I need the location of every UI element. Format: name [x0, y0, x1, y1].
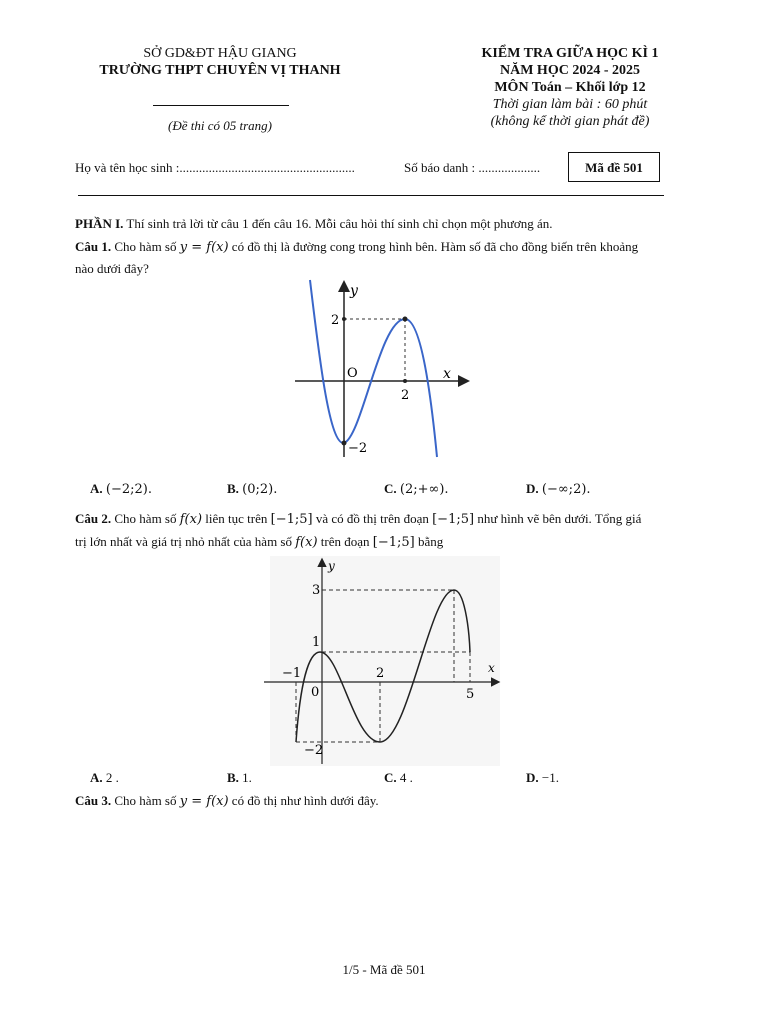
y-axis-label: y	[328, 559, 335, 573]
option-value: (−∞;2).	[541, 482, 591, 497]
q2-interval: [−1;5]	[372, 535, 415, 550]
tick-xm1: −1	[282, 666, 302, 681]
option-key: B.	[227, 481, 239, 496]
school-name: TRƯỜNG THPT CHUYÊN VỊ THANH	[99, 63, 341, 78]
q1-option-a[interactable]	[90, 481, 152, 497]
y-axis-label: y	[350, 283, 358, 299]
q2-text-part: như hình vẽ bên dưới. Tổng giá	[474, 511, 642, 526]
part-instruction-text: Thí sinh trả lời từ câu 1 đến câu 16. Mỗi câu hỏi thí sinh chỉ chọn một phương án.	[123, 216, 553, 231]
option-value: (−2;2).	[105, 482, 152, 497]
q2-text-part: Cho hàm số	[111, 511, 180, 526]
school-header	[60, 45, 380, 79]
option-key: B.	[227, 770, 239, 785]
min-point	[342, 441, 347, 446]
duration: Thời gian làm bài : 60 phút	[492, 97, 648, 112]
y-tick-max: 2	[331, 313, 340, 328]
q2-option-b[interactable]	[227, 770, 252, 786]
exam-title: KIỂM TRA GIỮA HỌC KÌ 1	[481, 46, 659, 61]
origin-label: O	[347, 366, 358, 381]
q1-option-d[interactable]	[526, 481, 591, 497]
exam-header	[420, 45, 720, 130]
q3-function: y = f(x)	[179, 794, 229, 809]
q3-text-part: Cho hàm số	[111, 793, 180, 808]
part-title: PHẦN I.	[75, 216, 124, 231]
school-year: NĂM HỌC 2024 - 2025	[500, 63, 640, 78]
option-value: 2 .	[105, 770, 119, 785]
tick-origin: 0	[311, 685, 320, 700]
option-value: (2;+∞).	[399, 482, 449, 497]
page-footer: 1/5 - Mã đề 501	[342, 962, 426, 977]
q2-option-c[interactable]	[384, 770, 413, 786]
q2-text-part: liên tục trên	[202, 511, 271, 526]
q1-graph	[280, 275, 480, 465]
q2-function: f(x)	[179, 512, 203, 527]
option-value: (0;2).	[242, 482, 278, 497]
question-2-text	[75, 508, 641, 531]
q2-text-part: trị lớn nhất và giá trị nhỏ nhất của hàm số	[75, 534, 296, 549]
q2-graph	[262, 556, 502, 768]
header-divider-short	[153, 105, 289, 106]
q2-function: f(x)	[295, 535, 318, 550]
student-name-field: Họ và tên học sinh :......................................................	[75, 160, 355, 175]
option-key: D.	[526, 481, 539, 496]
q1-option-b[interactable]	[227, 481, 277, 497]
tick-y3: 3	[312, 583, 321, 598]
q1-text-part: Cho hàm số	[111, 239, 180, 254]
page-count-note: (Đề thi có 05 trang)	[168, 118, 272, 133]
q1-text-part: có đồ thị là đường cong trong hình bên. Hàm số đã cho đồng biến trên khoảng	[228, 239, 639, 254]
question-3-label: Câu 3.	[75, 793, 112, 808]
x-tick-point	[403, 379, 407, 383]
y-tick-min: −2	[348, 441, 368, 456]
option-value: 1.	[242, 770, 252, 785]
tick-ym2: −2	[304, 743, 324, 758]
option-key: D.	[526, 770, 539, 785]
tick-x2: 2	[376, 666, 385, 681]
q3-text-part: có đồ thị như hình dưới đây.	[228, 793, 379, 808]
question-1-label: Câu 1.	[75, 239, 112, 254]
department-name: SỞ GD&ĐT HẬU GIANG	[143, 46, 297, 61]
option-key: A.	[90, 481, 103, 496]
question-1-text-cont: nào dưới đây?	[75, 261, 149, 276]
option-value: −1.	[541, 770, 559, 785]
x-tick: 2	[401, 388, 410, 403]
question-2-text-cont	[75, 531, 443, 554]
q2-option-d[interactable]	[526, 770, 559, 786]
x-axis-label: x	[488, 661, 495, 675]
q1-function: y = f(x)	[179, 240, 229, 255]
option-key: A.	[90, 770, 103, 785]
q2-text-part: trên đoạn	[317, 534, 373, 549]
option-value: 4 .	[399, 770, 413, 785]
part-instruction	[75, 213, 552, 235]
header-divider	[78, 195, 664, 196]
subject: MÔN Toán – Khối lớp 12	[494, 80, 646, 95]
x-axis-label: x	[443, 366, 451, 382]
exam-code-box: Mã đề 501	[568, 152, 660, 182]
q1-option-c[interactable]	[384, 481, 449, 497]
option-key: C.	[384, 770, 397, 785]
q2-interval: [−1;5]	[270, 512, 313, 527]
max-point	[403, 317, 408, 322]
q2-interval: [−1;5]	[432, 512, 475, 527]
question-2-label: Câu 2.	[75, 511, 112, 526]
option-key: C.	[384, 481, 397, 496]
student-id-field: Số báo danh : ...................	[404, 160, 541, 175]
question-1-text	[75, 236, 638, 259]
duration-note: (không kể thời gian phát đề)	[490, 114, 650, 129]
tick-y1: 1	[312, 635, 321, 650]
q1-curve	[310, 280, 437, 457]
question-3-text	[75, 790, 379, 813]
y-tick-point	[342, 317, 346, 321]
tick-x5: 5	[466, 687, 475, 702]
q2-text-part: và có đồ thị trên đoạn	[312, 511, 433, 526]
q2-text-part: bằng	[414, 534, 444, 549]
q2-option-a[interactable]	[90, 770, 119, 786]
